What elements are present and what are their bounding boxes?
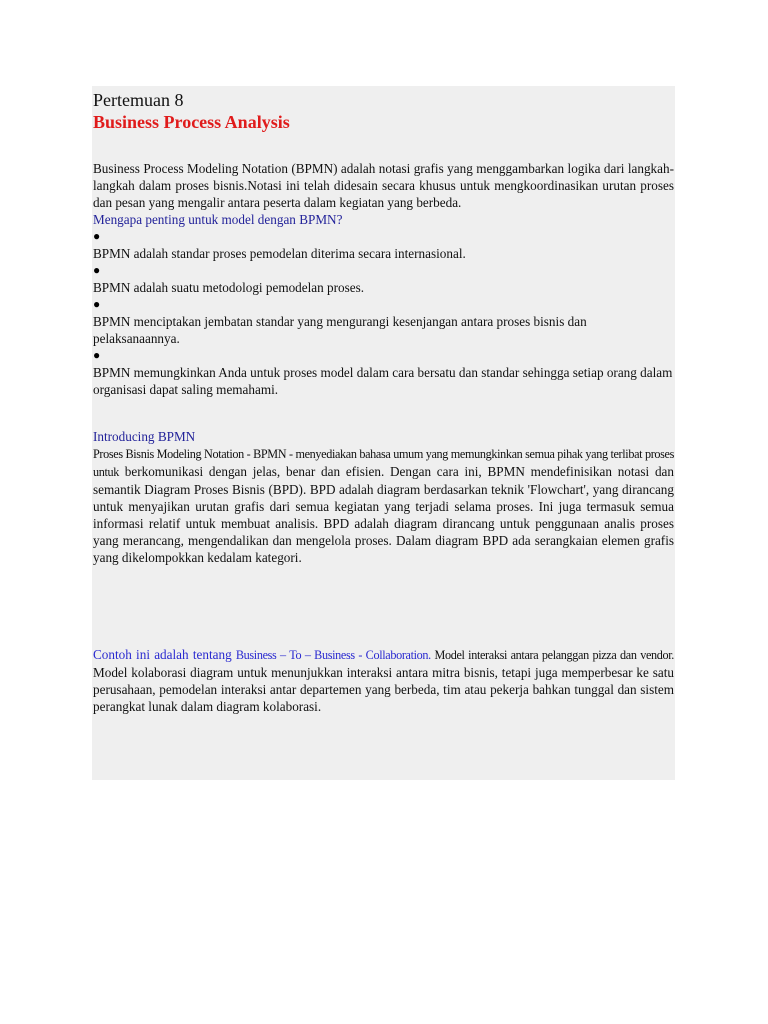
list-item — [93, 262, 674, 296]
collaboration-paragraph — [93, 646, 674, 715]
collaboration-link-prefix: Contoh ini adalah tentang — [93, 647, 236, 662]
document-body — [93, 89, 674, 715]
introducing-text-narrow: Proses Bisnis Modeling Notation - BPMN - menyediakan bahasa umum yang memungkinkan semua pihak yang terlibat proses untuk — [93, 447, 674, 479]
document-content-block — [92, 86, 675, 780]
collaboration-text-regular: Model kolaborasi diagram untuk menunjukkan interaksi antara mitra bisnis, tetapi juga memperbesar ke satu perusahaan, pemodelan interaksi antar departemen yang berbeda, tim atau pekerja bahkan tunggal dan sistem perangkat lunak dalam diagram kolaborasi. — [93, 665, 674, 714]
collaboration-text-narrow: Model interaksi antara pelanggan pizza dan vendor. — [430, 648, 674, 662]
introducing-bpmn-paragraph — [93, 445, 674, 566]
list-item-text: BPMN adalah standar proses pemodelan diterima secara internasional. — [93, 246, 466, 261]
list-item-text: BPMN adalah suatu metodologi pemodelan proses. — [93, 280, 365, 295]
introducing-bpmn-heading: Introducing BPMN — [93, 429, 196, 444]
bullet-icon: ● — [93, 229, 101, 243]
list-item-text: BPMN memungkinkan Anda untuk proses model dalam cara bersatu dan standar sehingga setiap orang dalam organisasi dapat saling memahami. — [93, 365, 673, 397]
list-item — [93, 228, 674, 262]
page-title: Pertemuan 8 — [93, 90, 184, 110]
bullet-icon: ● — [93, 263, 101, 277]
page-subtitle: Business Process Analysis — [93, 112, 290, 132]
intro-paragraph: Business Process Modeling Notation (BPMN) adalah notasi grafis yang menggambarkan logika dari langkah-langkah dalam proses bisnis.Notasi ini telah didesain secara khusus untuk mengkoordinasikan urutan proses dan pesan yang mengalir antara peserta dalam kegiatan yang berbeda. — [93, 161, 674, 210]
bullet-icon: ● — [93, 297, 101, 311]
why-bpmn-list — [93, 228, 674, 398]
bullet-icon: ● — [93, 348, 101, 362]
collaboration-link-title: Business – To – Business - Collaboration. — [235, 648, 431, 662]
list-item — [93, 296, 674, 347]
why-bpmn-heading: Mengapa penting untuk model dengan BPMN? — [93, 212, 343, 227]
introducing-text-regular: berkomunikasi dengan jelas, benar dan efisien. Dengan cara ini, BPMN mendefinisikan notasi dan semantik Diagram Proses Bisnis (BPD). BPD adalah diagram berdasarkan teknik 'Flowchart', yang dirancang untuk menyajikan urutan grafis dari semua kegiatan yang terjadi selama proses. Ini juga termasuk semua informasi relatif untuk membuat analisis. BPD adalah diagram dirancang untuk penggunaan analis proses yang merancang, mengendalikan dan mengelola proses. Dalam diagram BPD ada serangkaian elemen grafis yang dikelompokkan kedalam kategori. — [93, 464, 674, 565]
list-item — [93, 347, 674, 398]
list-item-text: BPMN menciptakan jembatan standar yang mengurangi kesenjangan antara proses bisnis dan pelaksanaannya. — [93, 314, 587, 346]
collaboration-link[interactable] — [93, 647, 431, 662]
